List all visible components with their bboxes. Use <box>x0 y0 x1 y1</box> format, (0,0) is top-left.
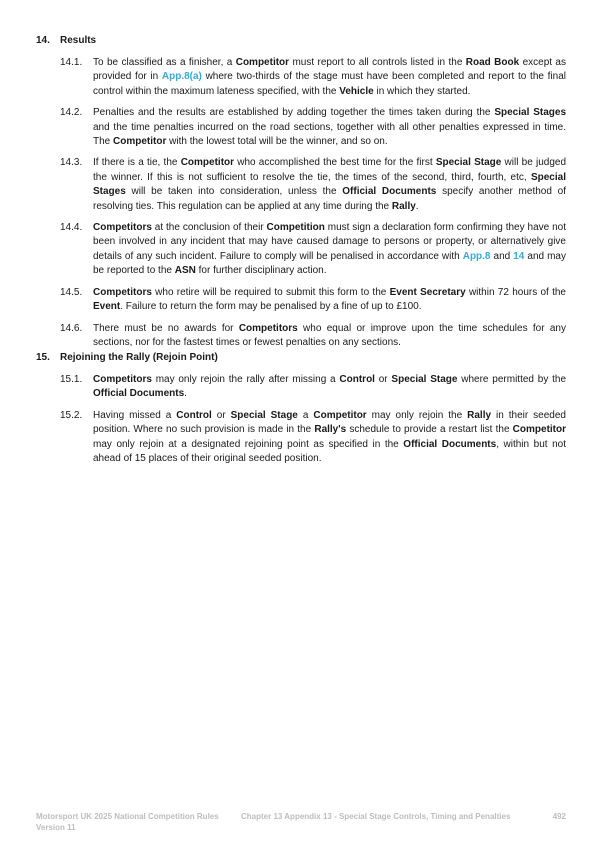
defined-term: Rally <box>391 200 416 212</box>
defined-term: Competitors <box>93 374 152 385</box>
clause-14-2 <box>36 106 566 149</box>
text-run: and the time penalties incurred on the road sections, together with all other penalties expressed in time. The <box>93 121 566 148</box>
text-run: specify another method of resolving ties. This regulation can be applied at any time during the <box>93 186 566 212</box>
section-number: 14. <box>36 35 50 46</box>
text-run: at the conclusion of their <box>151 222 267 234</box>
defined-term: Control <box>339 374 375 385</box>
clause-text <box>93 106 566 149</box>
text-run: Having missed a <box>93 409 177 421</box>
text-run: must report to all controls listed in the <box>289 57 466 68</box>
clause-number: 15.1. <box>60 374 83 385</box>
defined-term: Competition <box>266 222 325 234</box>
defined-term: Special Stage <box>230 409 298 421</box>
text-run: a <box>297 409 314 421</box>
defined-term: Special Stage <box>435 157 502 169</box>
footer-version: Version 11 <box>36 823 76 832</box>
defined-term: Control <box>176 409 212 421</box>
text-run: may only rejoin at a designated rejoining point as specified in the <box>93 438 404 450</box>
footer-publication: Motorsport UK 2025 National Competition Rules <box>36 812 219 821</box>
clause-number: 14.1. <box>60 57 83 68</box>
clause-14-5 <box>36 286 566 315</box>
footer-chapter: Chapter 13 Appendix 13 - Special Stage Controls, Timing and Penalties <box>241 812 511 821</box>
section-15 <box>36 351 566 466</box>
clause-text <box>93 221 566 279</box>
defined-term: Special Stages <box>494 107 567 119</box>
text-run: in their seeded position. Where no such provision is made in the <box>93 409 566 436</box>
clause-number: 14.4. <box>60 222 83 234</box>
clause-14-3 <box>36 156 566 214</box>
text-run: for further disciplinary action. <box>195 265 327 277</box>
defined-term: Event <box>93 301 121 313</box>
defined-term: Special Stage <box>391 374 458 385</box>
defined-term: Vehicle <box>339 85 374 97</box>
text-run: and <box>490 250 514 262</box>
clause-14-4 <box>36 221 566 279</box>
defined-term: Official Documents <box>342 186 437 198</box>
text-run: will be taken into consideration, unless the <box>125 186 343 198</box>
text-run: in which they started. <box>373 85 471 97</box>
defined-term: Competitors <box>238 322 298 334</box>
defined-term: Rally <box>467 409 492 421</box>
clause-15-1 <box>36 373 566 402</box>
text-run: who retire will be required to submit this form to the <box>151 286 390 298</box>
section-14 <box>36 34 566 350</box>
section-title: Results <box>60 35 97 46</box>
text-run: who equal or improve upon the time schedules for any sections, nor for the fastest times or fewest penalties on any sections. <box>93 322 566 348</box>
text-run: with the lowest total will be the winner, and so on. <box>166 136 388 148</box>
clause-text <box>93 156 566 214</box>
clause-text <box>93 286 566 315</box>
defined-term: Competitor <box>113 136 167 148</box>
text-run: within 72 hours of the <box>465 286 566 298</box>
text-run: where permitted by the <box>457 374 567 385</box>
defined-term: Competitor <box>512 424 567 436</box>
clause-text <box>93 322 566 351</box>
text-run: will be judged the winner. If this is not sufficient to resolve the tie, the times of the second, third, fourth, etc, <box>93 157 567 183</box>
text-run: If there is a tie, the <box>93 157 181 169</box>
section-heading <box>36 351 566 365</box>
defined-term: Competitor <box>235 57 290 68</box>
defined-term: Competitor <box>180 157 235 169</box>
defined-term: Road Book <box>465 57 520 68</box>
clause-number: 14.5. <box>60 286 83 298</box>
text-run: Penalties and the results are established by adding together the times taken during the <box>93 107 495 119</box>
text-run: must sign a declaration form confirming they have not been involved in any incident that may have caused damage to persons or property, or alternatively give details of any such incident. Failure to comply will be penalised in accordance with <box>93 222 566 262</box>
section-title: Rejoining the Rally (Rejoin Point) <box>60 352 218 363</box>
cross-reference-link[interactable]: App.8 <box>462 250 491 262</box>
clause-number: 14.6. <box>60 322 83 334</box>
clause-text <box>93 373 566 402</box>
text-run: . <box>415 200 419 212</box>
text-run: except as provided for in <box>93 57 566 83</box>
text-run: or <box>374 374 392 385</box>
section-number: 15. <box>36 352 50 363</box>
defined-term: Official Documents <box>403 438 497 450</box>
text-run: , within but not ahead of 15 places of their original seeded position. <box>93 438 566 465</box>
clause-text <box>93 56 566 99</box>
section-heading <box>36 34 566 48</box>
defined-term: Special Stages <box>93 171 566 198</box>
clause-number: 14.3. <box>60 157 83 169</box>
cross-reference-link[interactable]: App.8(a) <box>161 71 202 83</box>
clause-14-1 <box>36 56 566 99</box>
cross-reference-link[interactable]: 14 <box>513 250 525 262</box>
text-run: or <box>211 409 231 421</box>
text-run: . <box>184 388 187 400</box>
defined-term: Competitor <box>313 409 367 421</box>
text-run: who accomplished the best time for the first <box>234 157 436 169</box>
clause-number: 14.2. <box>60 107 83 119</box>
text-run: and may be reported to the <box>93 250 566 277</box>
footer-page-number: 492 <box>552 812 566 821</box>
defined-term: ASN <box>174 265 196 277</box>
defined-term: Event Secretary <box>389 286 466 298</box>
text-run: schedule to provide a restart list the <box>346 424 513 436</box>
text-run: There must be no awards for <box>93 322 239 334</box>
defined-term: Competitors <box>93 286 152 298</box>
defined-term: Competitors <box>93 222 152 234</box>
text-run: may only rejoin the <box>366 409 468 421</box>
text-run: . Failure to return the form may be penalised by a fine of up to £100. <box>120 301 422 313</box>
clause-number: 15.2. <box>60 409 83 421</box>
clause-text <box>93 409 566 467</box>
clause-14-6 <box>36 322 566 351</box>
defined-term: Official Documents <box>93 388 185 400</box>
defined-term: Rally's <box>314 424 347 436</box>
clause-15-2 <box>36 409 566 467</box>
text-run: where two-thirds of the stage must have been completed and report to the final control within the maximum lateness specified, with the <box>93 71 566 97</box>
text-run: To be classified as a finisher, a <box>93 57 236 68</box>
text-run: may only rejoin the rally after missing a <box>151 374 340 385</box>
